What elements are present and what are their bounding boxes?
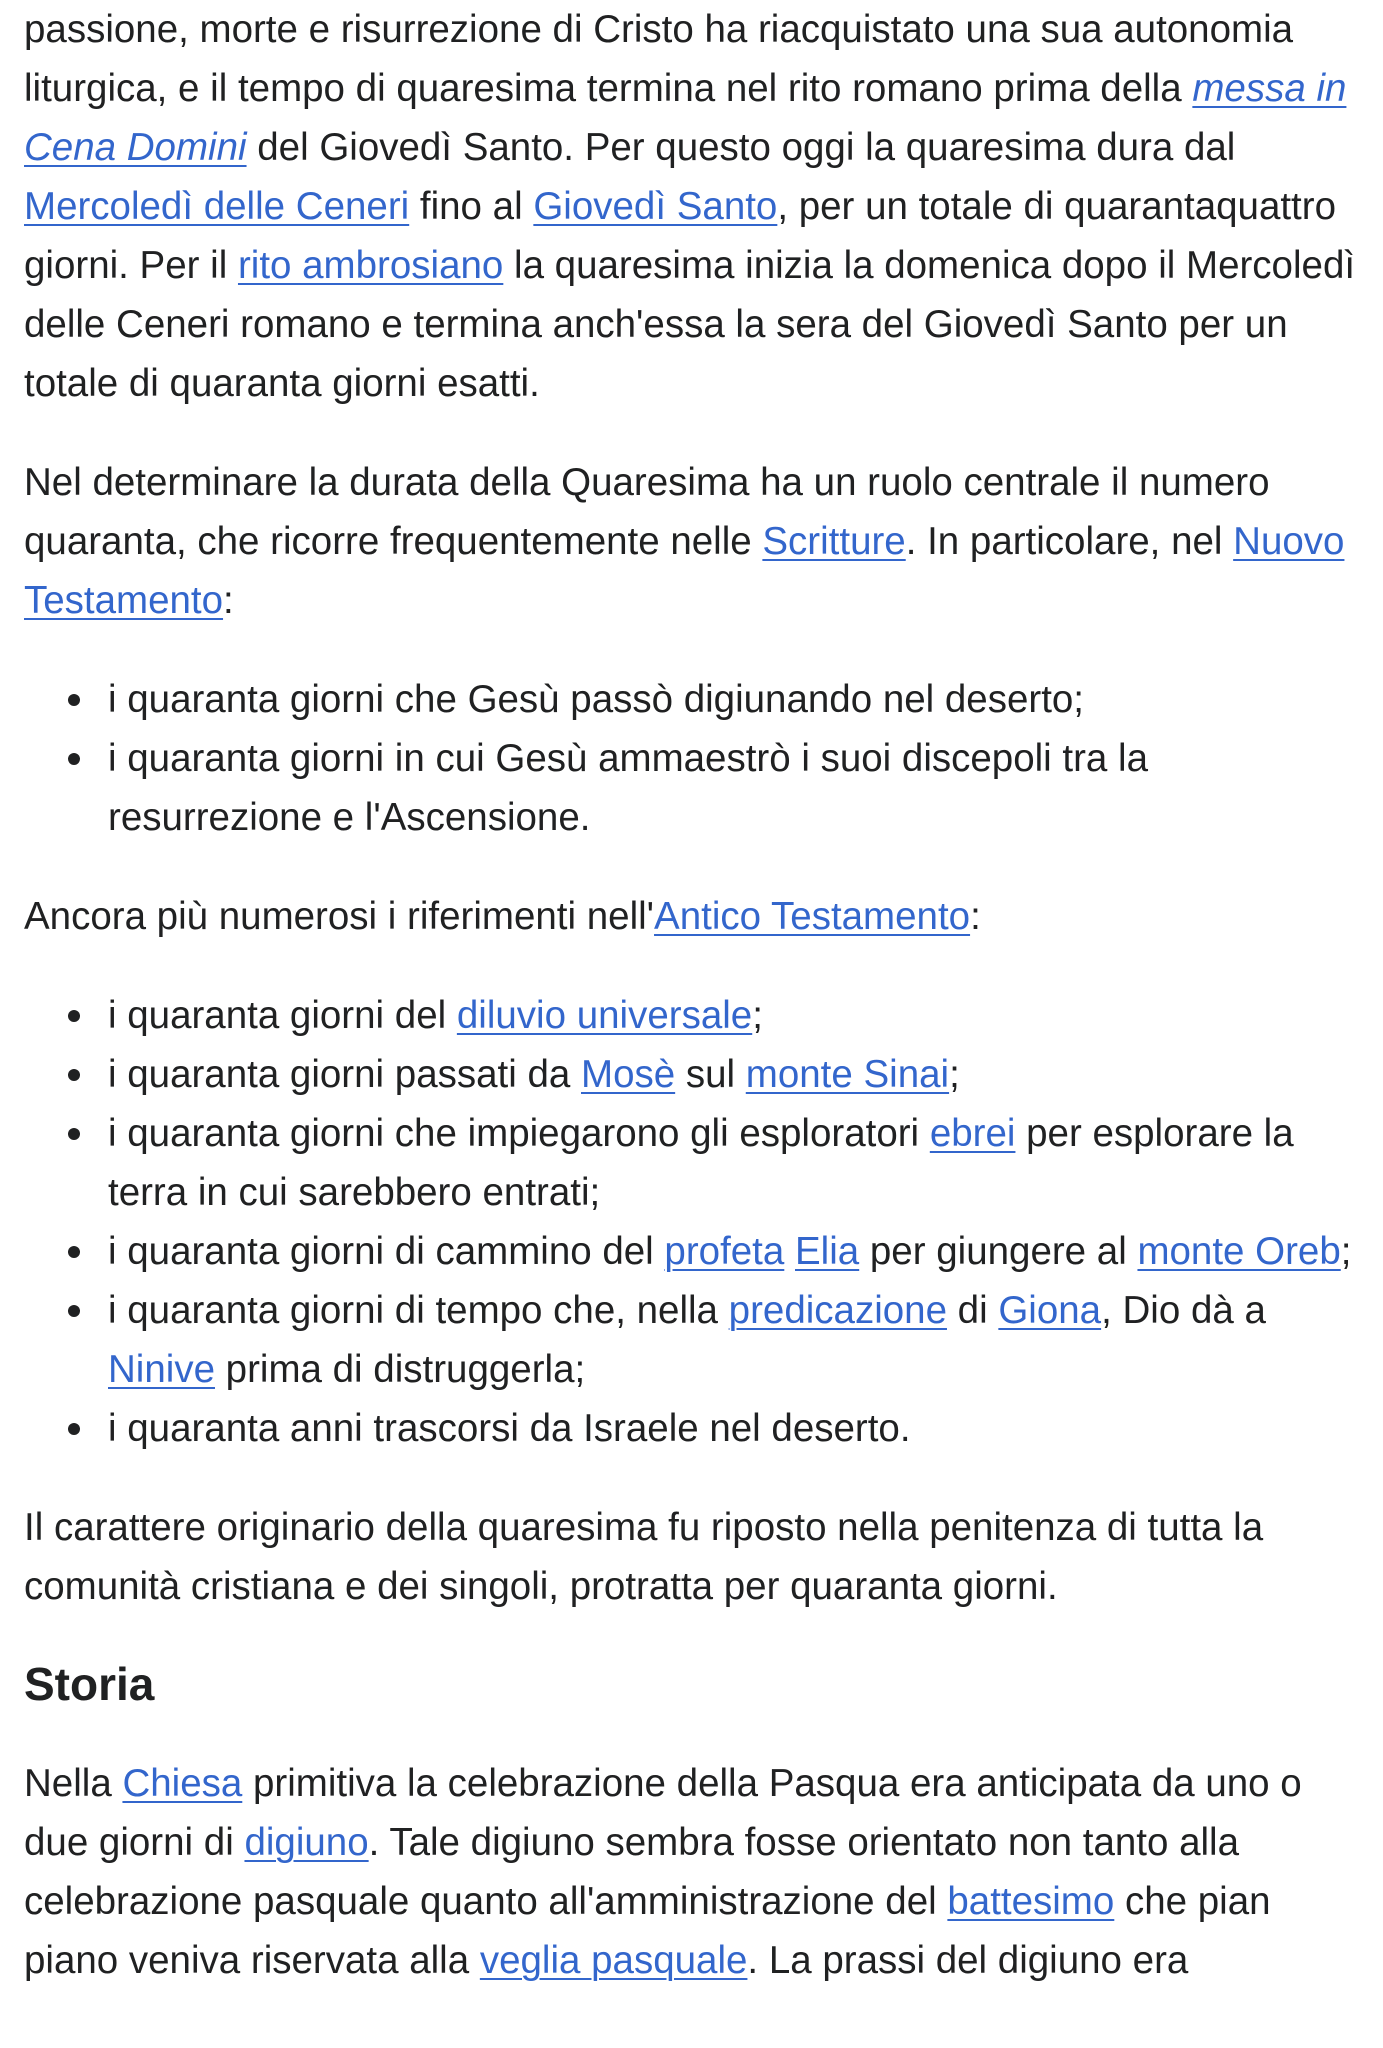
text: la quaresima inizia la domenica dopo il Mercoledì delle Ceneri romano e termina anch'essa la sera del Giovedì Santo per un totale di quaranta giorni esatti. (24, 244, 1356, 405)
new-testament-list (24, 670, 1369, 847)
article-content (24, 0, 1369, 1990)
link-antico-testamento[interactable]: Antico Testamento (654, 895, 971, 938)
text: i quaranta giorni di tempo che, nella (108, 1289, 729, 1332)
text: sul (675, 1053, 746, 1096)
list-item: i quaranta giorni in cui Gesù ammaestrò i suoi discepoli tra la resurrezione e l'Ascensione. (108, 729, 1369, 847)
text: . La prassi del digiuno era (747, 1939, 1189, 1982)
list-item (108, 1281, 1369, 1399)
text: di (946, 1289, 999, 1332)
link-elia[interactable]: Elia (795, 1230, 860, 1273)
link-giona[interactable]: Giona (998, 1289, 1102, 1332)
link-profeta[interactable]: profeta (664, 1230, 785, 1273)
text: del Giovedì Santo. Per questo oggi la quaresima dura dal (246, 126, 1236, 169)
text: Nella (24, 1762, 123, 1805)
text: ; (1340, 1230, 1352, 1273)
text: prima di distruggerla; (214, 1348, 586, 1391)
link-nuovo-testamento[interactable]: Nuovo Testamento (24, 520, 1345, 622)
link-veglia-pasquale[interactable]: veglia pasquale (479, 1939, 748, 1982)
link-ninive[interactable]: Ninive (108, 1348, 215, 1391)
text: primitiva la celebrazione della Pasqua era anticipata da uno o due giorni di (24, 1762, 1302, 1864)
list-item (108, 1399, 1369, 1458)
paragraph-original-character: Il carattere originario della quaresima fu riposto nella penitenza di tutta la comunità cristiana e dei singoli, protratta per quaranta giorni. (24, 1506, 1264, 1608)
link-battesimo[interactable]: battesimo (947, 1880, 1115, 1923)
paragraph-number-forty (24, 453, 1369, 630)
text: i quaranta giorni che impiegarono gli esploratori (108, 1112, 930, 1155)
link-messa-in-cena-domini[interactable]: messa in Cena Domini (24, 67, 1347, 169)
text: Ancora più numerosi i riferimenti nell' (24, 895, 655, 938)
paragraph-history (24, 1754, 1369, 1990)
text: : (970, 895, 981, 938)
text: ; (949, 1053, 960, 1096)
list-item (108, 986, 1369, 1045)
list-item: i quaranta giorni che Gesù passò digiunando nel deserto; (108, 670, 1369, 729)
link-scritture[interactable]: Scritture (762, 520, 906, 563)
text (784, 1230, 795, 1273)
text: . Tale digiuno sembra fosse orientato non tanto alla celebrazione pasquale quanto all'amministrazione del (24, 1821, 1240, 1923)
paragraph-duration (24, 0, 1369, 413)
list-item (108, 1222, 1369, 1281)
text: per giungere al (859, 1230, 1138, 1273)
section-heading-storia: Storia (24, 1658, 155, 1710)
text: i quaranta giorni del (108, 994, 457, 1037)
text: ; (752, 994, 763, 1037)
text: Nel determinare la durata della Quaresima ha un ruolo centrale il numero quaranta, che ricorre frequentemente nelle (24, 461, 1270, 563)
text: , per un totale di quarantaquattro giorni. Per il (24, 185, 1336, 287)
text: i quaranta giorni di cammino del (108, 1230, 665, 1273)
text: i quaranta giorni passati da (108, 1053, 581, 1096)
text: : (223, 579, 234, 622)
link-predicazione[interactable]: predicazione (728, 1289, 947, 1332)
link-monte-sinai[interactable]: monte Sinai (745, 1053, 950, 1096)
link-mercoledi-delle-ceneri[interactable]: Mercoledì delle Ceneri (24, 185, 410, 228)
text: fino al (409, 185, 534, 228)
text: . In particolare, nel (905, 520, 1234, 563)
link-giovedi-santo[interactable]: Giovedì Santo (533, 185, 778, 228)
list-item (108, 1045, 1369, 1104)
link-digiuno[interactable]: digiuno (244, 1821, 369, 1864)
old-testament-list (24, 986, 1369, 1458)
link-mose[interactable]: Mosè (581, 1053, 676, 1096)
link-rito-ambrosiano[interactable]: rito ambrosiano (237, 244, 504, 287)
text: passione, morte e risurrezione di Cristo ha riacquistato una sua autonomia liturgica, e il tempo di quaresima termina nel rito romano prima della (24, 8, 1294, 110)
paragraph-old-testament (24, 887, 1369, 946)
text: per esplorare la terra in cui sarebbero entrati; (108, 1112, 1294, 1214)
link-diluvio-universale[interactable]: diluvio universale (456, 994, 753, 1037)
text: , Dio dà a (1101, 1289, 1266, 1332)
link-ebrei[interactable]: ebrei (929, 1112, 1016, 1155)
text: che pian piano veniva riservata alla (24, 1880, 1271, 1982)
text: i quaranta anni trascorsi da Israele nel deserto. (108, 1407, 911, 1450)
link-monte-oreb[interactable]: monte Oreb (1137, 1230, 1341, 1273)
list-item (108, 1104, 1369, 1222)
link-chiesa[interactable]: Chiesa (122, 1762, 243, 1805)
